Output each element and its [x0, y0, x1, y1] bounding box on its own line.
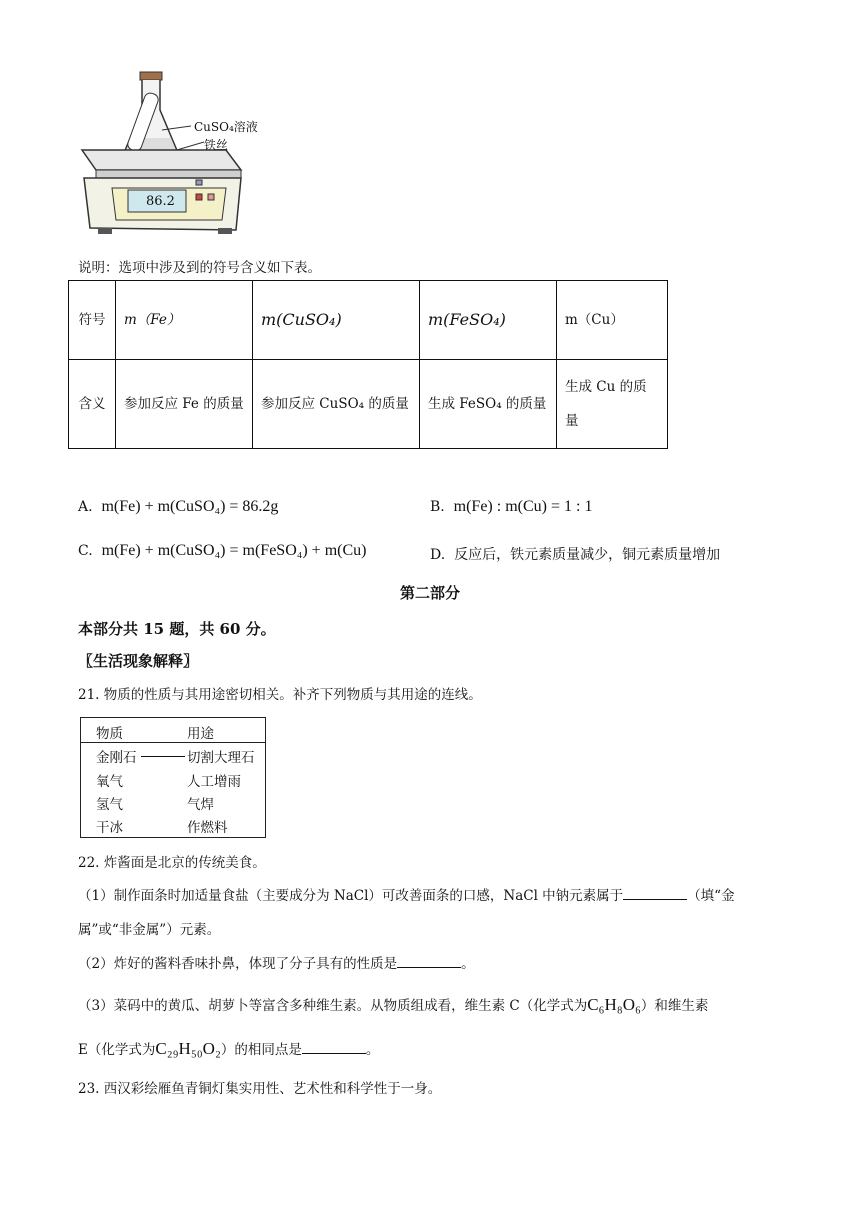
question-22: 22. 炸酱面是北京的传统美食。 — [78, 855, 266, 871]
solution-label: CuSO₄溶液 — [194, 120, 258, 134]
part-description: 本部分共 15 题，共 60 分。 — [78, 620, 276, 638]
answer-blank[interactable] — [302, 1041, 366, 1054]
q22-sub2: （2）炸好的酱料香味扑鼻，体现了分子具有的性质是 。 — [78, 956, 475, 972]
q22-sub3: （3）菜码中的黄瓜、胡萝卜等富含多种维生素。从物质组成看，维生素 C（化学式为C₆H₈O₆）和维生素 — [78, 995, 709, 1014]
answer-blank[interactable] — [623, 887, 687, 900]
symbol-cell: m(FeSO₄) — [420, 281, 557, 360]
symbol-cell: m（Cu） — [557, 281, 668, 360]
meaning-cell: 参加反应 Fe 的质量 — [116, 360, 253, 449]
q22-sub3-cont: E（化学式为C₂₉H₅₀O₂）的相同点是 。 — [78, 1039, 380, 1058]
question-23: 23. 西汉彩绘雁鱼青铜灯集实用性、艺术性和科学性于一身。 — [78, 1081, 442, 1097]
balance-flask-figure — [76, 70, 276, 240]
substance-use-table: 物质 用途 金刚石 切割大理石 氧气 人工增雨 氢气 气焊 干冰 作燃料 — [80, 717, 266, 838]
answer-blank[interactable] — [397, 955, 461, 968]
section-title: 〖生活现象解释〗 — [78, 652, 199, 670]
header-divider — [81, 742, 265, 743]
symbol-cell: m(CuSO₄) — [253, 281, 420, 360]
option-a: A. m(Fe) + m(CuSO₄) = 86.2g — [78, 498, 279, 515]
symbol-cell: m（Fe） — [116, 281, 253, 360]
wire-label: 铁丝 — [204, 138, 229, 152]
meaning-cell: 生成 FeSO₄ 的质量 — [420, 360, 557, 449]
option-c: C. m(Fe) + m(CuSO₄) = m(FeSO₄) + m(Cu) — [78, 542, 367, 559]
symbol-table — [68, 280, 668, 449]
table-note: 说明：选项中涉及到的符号含义如下表。 — [78, 260, 321, 276]
part-title: 第二部分 — [399, 584, 460, 602]
connecting-line — [141, 756, 185, 757]
option-b: B. m(Fe) : m(Cu) = 1 : 1 — [430, 498, 593, 515]
row-header-meaning: 含义 — [69, 360, 116, 449]
question-21: 21. 物质的性质与其用途密切相关。补齐下列物质与其用途的连线。 — [78, 687, 482, 703]
meaning-cell: 参加反应 CuSO₄ 的质量 — [253, 360, 420, 449]
q22-sub1-cont: 属”或“非金属”）元素。 — [78, 922, 221, 938]
balance-illustration — [76, 70, 276, 240]
scale-reading: 86.2 — [146, 194, 175, 209]
meaning-cell: 生成 Cu 的质量 — [557, 360, 668, 449]
option-d: D. 反应后，铁元素质量减少，铜元素质量增加 — [430, 547, 721, 563]
row-header-symbol: 符号 — [69, 281, 116, 360]
q22-sub1: （1）制作面条时加适量食盐（主要成分为 NaCl）可改善面条的口感，NaCl 中钠元素属于 （填“金 — [78, 888, 735, 904]
